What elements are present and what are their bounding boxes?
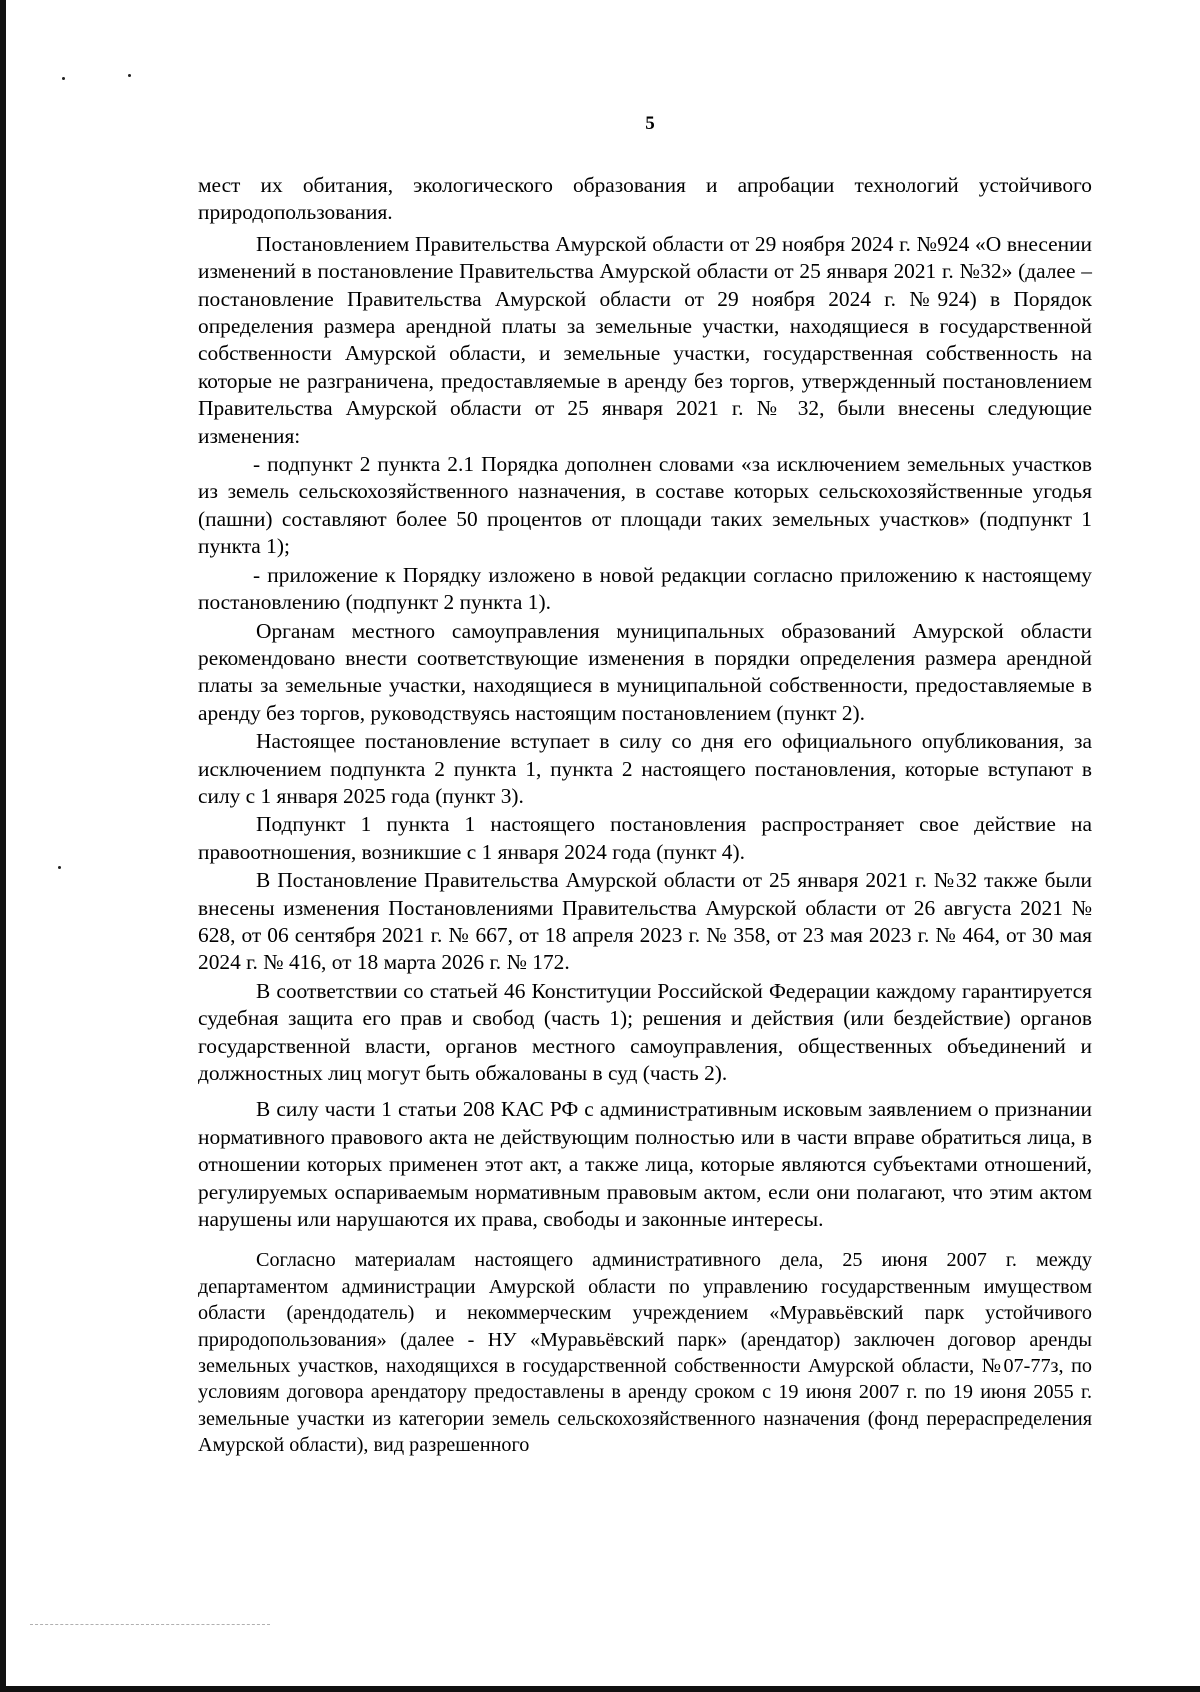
- page-number: 5: [645, 113, 655, 134]
- scan-speck: [62, 77, 65, 80]
- paragraph: Постановлением Правительства Амурской области от 29 ноября 2024 г. №924 «О внесении изменений в постановление Правительства Амурской области от 25 января 2021 г. №32» (далее – постановление Правительства Амурской области от 29 ноября 2024 г. №924) в Порядок определения размера арендной платы за земельные участки, находящиеся в государственной собственности Амурской области, и земельные участки, государственная собственность на которые не разграничена, предоставляемые в аренду без торгов, утвержденный постановлением Правительства Амурской области от 25 января 2021 г. № 32, были внесены следующие изменения:: [198, 231, 1092, 448]
- document-body: [198, 172, 1092, 1460]
- scan-artifact-line: [30, 1624, 270, 1625]
- scan-speck: [58, 866, 61, 869]
- paragraph: Подпункт 1 пункта 1 настоящего постановления распространяет свое действие на правоотношения, возникшие с 1 января 2024 года (пункт 4).: [198, 812, 1092, 864]
- paragraph: В соответствии со статьей 46 Конституции Российской Федерации каждому гарантируется судебная защита его прав и свобод (часть 1); решения и действия (или бездействие) органов государственной власти, органов местного самоуправления, общественных объединений и должностных лиц могут быть обжалованы в суд (часть 2).: [198, 978, 1092, 1085]
- paragraph: В силу части 1 статьи 208 КАС РФ с административным исковым заявлением о признании нормативного правового акта не действующим полностью или в части вправе обратиться лица, в отношении которых применен этот акт, а также лица, которые являются субъектами отношений, регулируемых оспариваемым нормативным правовым актом, если они полагают, что этим актом нарушены или нарушаются их права, свободы и законные интересы.: [198, 1097, 1092, 1232]
- paragraph: В Постановление Правительства Амурской области от 25 января 2021 г. №32 также были внесены изменения Постановлениями Правительства Амурской области от 26 августа 2021 № 628, от 06 сентября 2021 г. № 667, от 18 апреля 2023 г. № 358, от 23 мая 2023 г. № 464, от 30 мая 2024 г. № 416, от 18 марта 2026 г. № 172.: [198, 868, 1092, 975]
- scan-edge-bottom: [0, 1686, 1200, 1692]
- paragraph: Согласно материалам настоящего административного дела, 25 июня 2007 г. между департаментом администрации Амурской области по управлению государственным имуществом области (арендодатель) и некоммерческим учреждением «Муравьёвский парк устойчивого природопользования» (далее - НУ «Муравьёвский парк» (арендатор) заключен договор аренды земельных участков, находящихся в государственной собственности Амурской области, №07-77з, по условиям договора арендатору предоставлены в аренду сроком с 19 июня 2007 г. по 19 июня 2055 г. земельные участки из категории земель сельскохозяйственного назначения (фонд перераспределения Амурской области), вид разрешенного: [198, 1249, 1092, 1457]
- paragraph: Настоящее постановление вступает в силу со дня его официального опубликования, за исключением подпункта 2 пункта 1, пункта 2 настоящего постановления, которые вступают в силу с 1 января 2025 года (пункт 3).: [198, 729, 1092, 808]
- paragraph: мест их обитания, экологического образования и апробации технологий устойчивого природопользования.: [198, 173, 1092, 225]
- scan-edge-left: [0, 0, 6, 1692]
- list-item: - подпункт 2 пункта 2.1 Порядка дополнен словами «за исключением земельных участков из земель сельскохозяйственного назначения, в составе которых сельскохозяйственные угодья (пашни) составляют более 50 процентов от площади таких земельных участков» (подпункт 1 пункта 1);: [198, 452, 1092, 559]
- paragraph: Органам местного самоуправления муниципальных образований Амурской области рекомендовано внести соответствующие изменения в порядки определения размера арендной платы за земельные участки, находящиеся в муниципальной собственности, предоставляемые в аренду без торгов, руководствуясь настоящим постановлением (пункт 2).: [198, 618, 1092, 725]
- list-item: - приложение к Порядку изложено в новой редакции согласно приложению к настоящему постановлению (подпункт 2 пункта 1).: [198, 562, 1092, 615]
- scan-speck: [128, 74, 131, 77]
